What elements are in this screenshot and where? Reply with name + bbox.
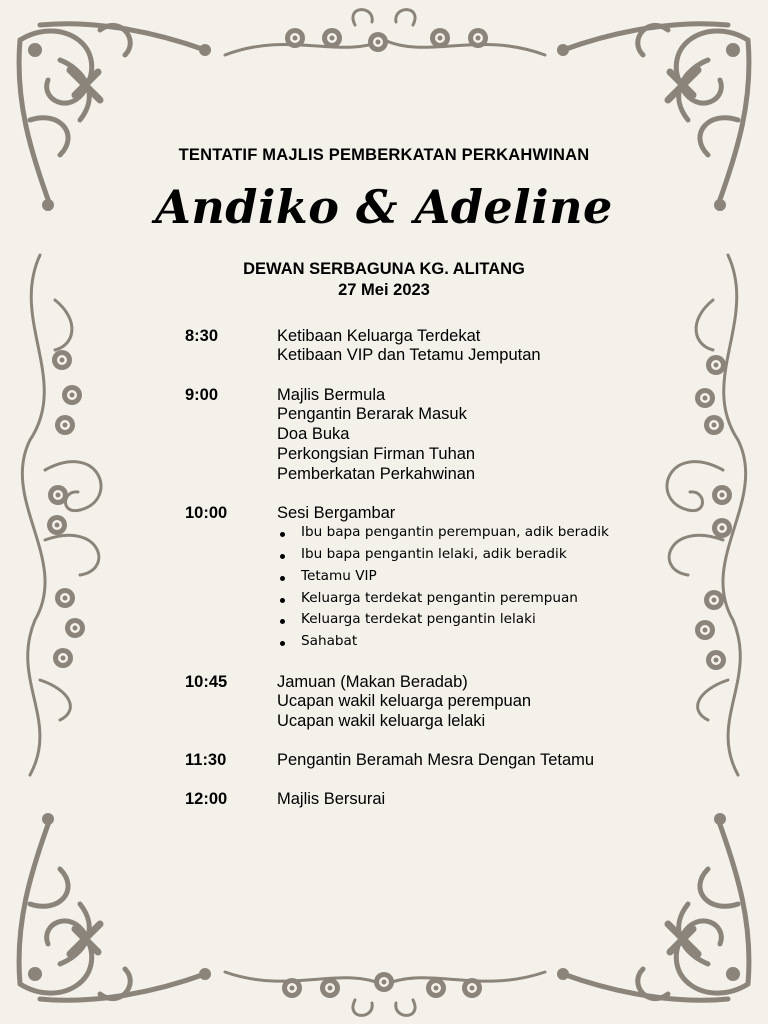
venue: DEWAN SERBAGUNA KG. ALITANG bbox=[243, 260, 525, 278]
schedule-item: Pengantin Beramah Mesra Dengan Tetamu bbox=[277, 751, 595, 769]
bullet-dot bbox=[280, 619, 285, 624]
bullet-item: Tetamu VIP bbox=[301, 568, 377, 584]
bullet-item: Ibu bapa pengantin perempuan, adik beradik bbox=[301, 524, 609, 540]
schedule-time: 10:45 bbox=[185, 673, 228, 691]
bullet-dot bbox=[280, 641, 285, 646]
schedule-item: Ucapan wakil keluarga lelaki bbox=[277, 712, 486, 730]
schedule-item: Majlis Bermula bbox=[277, 386, 386, 404]
schedule-item: Pengantin Berarak Masuk bbox=[277, 405, 467, 423]
bullet-item: Keluarga terdekat pengantin lelaki bbox=[301, 611, 536, 627]
schedule-time: 11:30 bbox=[185, 751, 227, 769]
schedule-item: Perkongsian Firman Tuhan bbox=[277, 445, 476, 463]
schedule-item: Ketibaan Keluarga Terdekat bbox=[277, 327, 481, 345]
event-heading: TENTATIF MAJLIS PEMBERKATAN PERKAHWINAN bbox=[178, 146, 590, 164]
couple-names: Andiko & Adeline bbox=[155, 180, 613, 234]
schedule-item: Jamuan (Makan Beradab) bbox=[277, 673, 468, 691]
schedule-time: 12:00 bbox=[185, 790, 228, 808]
schedule-item: Doa Buka bbox=[277, 425, 350, 443]
bullet-item: Ibu bapa pengantin lelaki, adik beradik bbox=[301, 546, 567, 562]
bullet-item: Keluarga terdekat pengantin perempuan bbox=[301, 590, 578, 606]
schedule-item: Pemberkatan Perkahwinan bbox=[277, 465, 476, 483]
schedule-item: Sesi Bergambar bbox=[277, 504, 396, 522]
bullet-dot bbox=[280, 532, 285, 537]
schedule-time: 8:30 bbox=[185, 327, 219, 345]
bullet-dot bbox=[280, 554, 285, 559]
bullet-item: Sahabat bbox=[301, 633, 358, 649]
bullet-dot bbox=[280, 576, 285, 581]
schedule-item: Ucapan wakil keluarga perempuan bbox=[277, 692, 532, 710]
schedule-item: Majlis Bersurai bbox=[277, 790, 386, 808]
event-date: 27 Mei 2023 bbox=[338, 281, 430, 299]
schedule-time: 10:00 bbox=[185, 504, 228, 522]
schedule-time: 9:00 bbox=[185, 386, 219, 404]
bullet-dot bbox=[280, 598, 285, 603]
schedule-item: Ketibaan VIP dan Tetamu Jemputan bbox=[277, 346, 541, 364]
